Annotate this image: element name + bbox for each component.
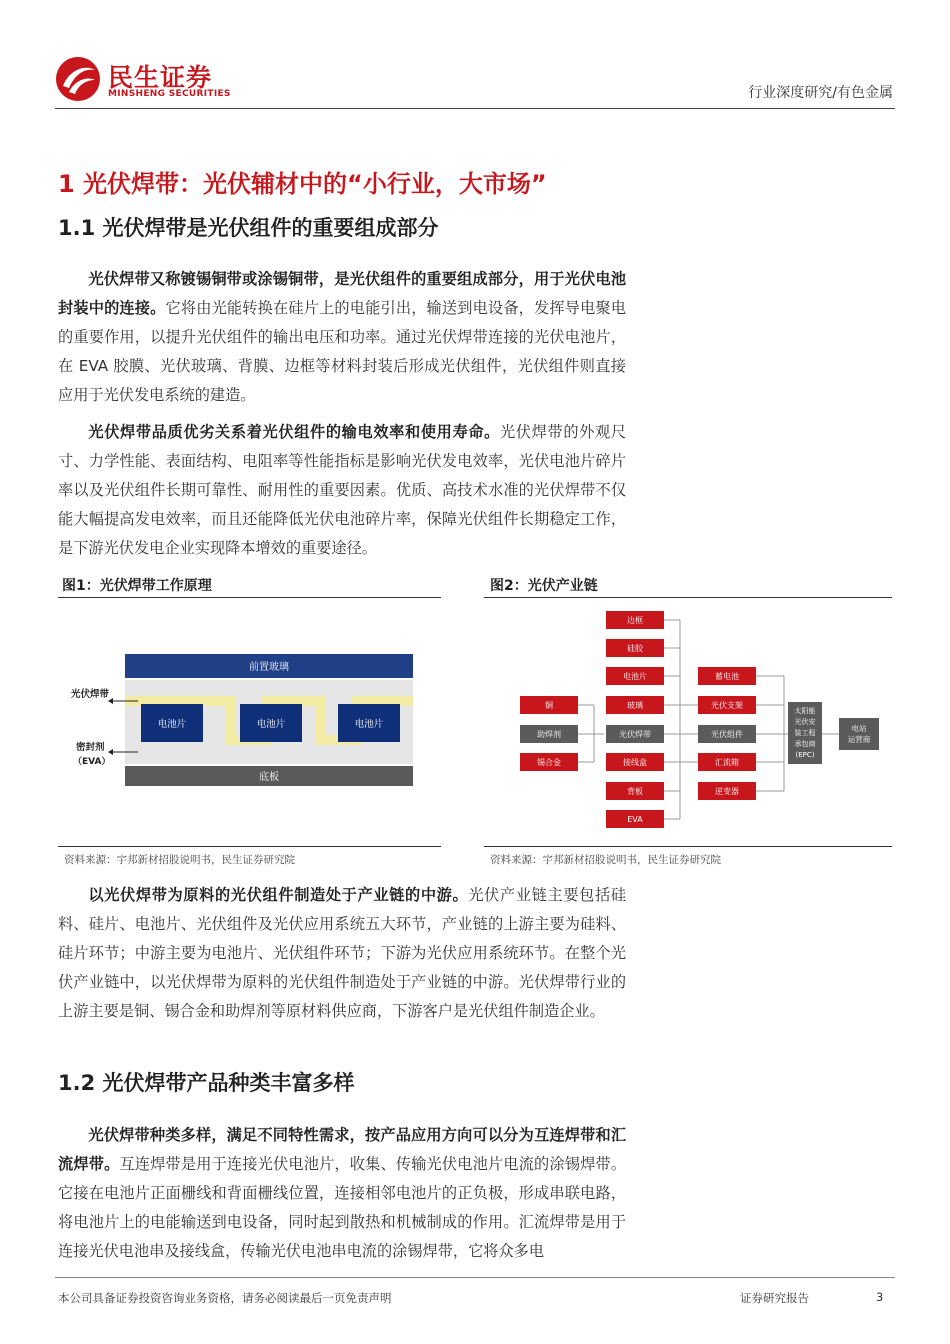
- figure-2-diagram: [484, 600, 892, 836]
- raw-copper-label: 铜: [545, 701, 553, 710]
- system-combiner-label: 汇流箱: [715, 758, 739, 767]
- header-divider: [55, 108, 895, 109]
- minsheng-logo-icon: [55, 56, 101, 102]
- figure-1-title: 图1：光伏焊带工作原理: [62, 578, 212, 594]
- epc-label-line-3: 装工程: [794, 729, 816, 737]
- component-backsheet-label: 背板: [627, 787, 643, 796]
- figure-1-bottom-rule: [58, 846, 441, 847]
- paragraph-1-body: 它将由光能转换在硅片上的电能引出，输送到电设备，发挥导电聚电的重要作用，以提升光伏组件的输出电压和功率。通过光伏焊带连接的光伏电池片，在 EVA 胶膜、光伏玻璃、背膜、边框等材料封装后形成光伏组件，光伏组件则直接应用于光伏发电系统的建造。: [58, 299, 627, 404]
- page-number: 3: [876, 1290, 884, 1304]
- system-links: [756, 676, 778, 791]
- paragraph-4-lead: 光伏焊带种类多样，满足不同特性需求，按产品应用方向可以分为互连焊带和汇流焊带。: [58, 1126, 626, 1173]
- epc-label-line-5: (EPC): [795, 751, 815, 759]
- epc-label-line-1: 太阳能: [794, 707, 816, 715]
- section-title: 1 光伏焊带：光伏辅材中的“小行业，大市场”: [58, 170, 547, 198]
- sealant-callout-label: 密封剂: [76, 742, 105, 753]
- paragraph-2-body: 光伏焊带的外观尺寸、力学性能、表面结构、电阻率等性能指标是影响光伏发电效率，光伏电池片碎片率以及光伏组件长期可靠性、耐用性的重要因素。优质、高技术水准的光伏焊带不仅能大幅提高发电效率，而且还能降低光伏电池碎片率，保障光伏组件长期稳定工作，是下游光伏发电企业实现降本增效的重要途径。: [58, 423, 627, 557]
- raw-materials-column: [520, 696, 578, 771]
- paragraph-1-lead: 光伏焊带又称镀锡铜带或涂锡铜带，是光伏组件的重要组成部分，用于光伏电池封装中的连接。: [58, 270, 626, 317]
- cell-3-label: 电池片: [354, 719, 384, 730]
- paragraph-3-body: 光伏产业链主要包括硅料、硅片、电池片、光伏组件及光伏应用系统五大环节，产业链的上游主要为硅料、硅片环节；中游主要为电池片、光伏组件环节；下游为光伏应用系统环节。在整个光伏产业链中，以光伏焊带为原料的光伏组件制造处于产业链的中游。光伏焊带行业的上游主要是铜、锡合金和助焊剂等原材料供应商，下游客户是光伏组件制造企业。: [58, 886, 627, 1020]
- ribbon-callout-label: 光伏焊带: [71, 689, 110, 700]
- logo-text-cn: 民生证券: [108, 63, 213, 92]
- figure-2-title: 图2：光伏产业链: [490, 578, 598, 594]
- logo-text-en: MINSHENG SECURITIES: [108, 89, 231, 99]
- component-silicone-label: 硅胶: [627, 644, 643, 653]
- report-category: 行业深度研究/有色金属: [748, 85, 893, 101]
- footer-doc-type: 证券研究报告: [740, 1291, 809, 1305]
- sealant-callout-sub: （EVA）: [73, 757, 111, 767]
- epc-label-line-2: 光伏安: [794, 718, 816, 726]
- figure-2-bottom-rule: [484, 846, 892, 847]
- figure-2-top-rule: [484, 597, 892, 598]
- operator-label-line-2: 运营商: [847, 735, 871, 744]
- system-column: [698, 667, 756, 800]
- raw-flux-label: 助焊剂: [537, 730, 561, 739]
- component-junction-label: 接线盒: [623, 758, 647, 767]
- base-label: 底板: [259, 772, 279, 783]
- cell-2-label: 电池片: [256, 719, 286, 730]
- component-glass-label: 玻璃: [627, 701, 643, 710]
- paragraph-3: [58, 881, 626, 1026]
- system-bracket-label: 光伏支架: [711, 701, 743, 710]
- subsection-title-1-1: 1.1 光伏焊带是光伏组件的重要组成部分: [58, 216, 439, 240]
- paragraph-2: [58, 418, 626, 563]
- component-ribbon-label: 光伏焊带: [619, 730, 651, 739]
- component-cell-label: 电池片: [623, 672, 647, 681]
- figure-2-source: 资料来源：宇邦新材招股说明书，民生证券研究院: [490, 854, 721, 866]
- subsection-title-1-2: 1.2 光伏焊带产品种类丰富多样: [58, 1071, 355, 1095]
- system-inverter-label: 逆变器: [715, 787, 739, 796]
- figure-1-diagram: [58, 640, 441, 790]
- figure-1-top-rule: [58, 597, 441, 598]
- component-frame-label: 边框: [627, 616, 643, 625]
- paragraph-4: [58, 1121, 626, 1266]
- front-glass-label: 前置玻璃: [249, 662, 289, 673]
- footer-disclaimer: 本公司具备证券投资咨询业务资格，请务必阅读最后一页免责声明: [58, 1291, 392, 1305]
- cell-1-label: 电池片: [157, 719, 187, 730]
- operator-box: [839, 718, 879, 750]
- system-module-label: 光伏组件: [711, 730, 743, 739]
- epc-label-line-4: 承包商: [794, 740, 816, 748]
- footer-divider: [55, 1277, 895, 1278]
- operator-label-line-1: 电站: [851, 724, 867, 733]
- sealant-callout-arrow: [108, 749, 113, 755]
- paragraph-3-lead: 以光伏焊带为原料的光伏组件制造处于产业链的中游。: [88, 886, 469, 904]
- figure-1-source: 资料来源：宇邦新材招股说明书，民生证券研究院: [64, 854, 295, 866]
- paragraph-4-body: 互连焊带是用于连接光伏电池片，收集、传输光伏电池片电流的涂锡焊带。它接在电池片正面栅线和背面栅线位置，连接相邻电池片的正负极，形成串联电路，将电池片上的电能输送到电设备，同时起到散热和机械制成的作用。汇流焊带是用于连接光伏电池串及接线盒，传输光伏电池串电流的涂锡焊带，它将众多电: [58, 1155, 627, 1260]
- component-eva-label: EVA: [627, 815, 643, 824]
- paragraph-1: [58, 265, 626, 410]
- raw-tin-alloy-label: 锡合金: [537, 758, 561, 767]
- system-battery-label: 蓄电池: [715, 672, 739, 681]
- paragraph-2-lead: 光伏焊带品质优劣关系着光伏组件的输电效率和使用寿命。: [88, 423, 500, 441]
- components-column: [606, 611, 664, 828]
